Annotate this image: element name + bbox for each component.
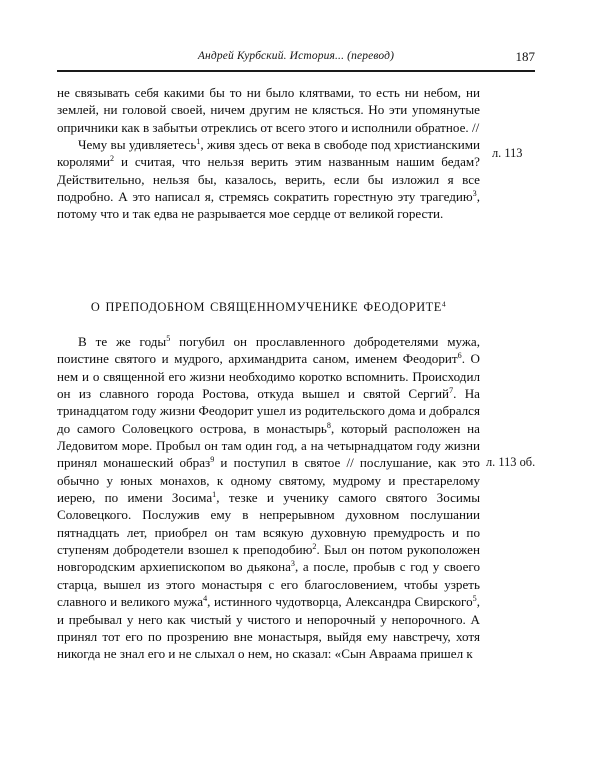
paragraph-3-segment-7: , тезке и ученику самого святого Зосимы Соловецкого. Послужив ему в непрерывном духовном послушании пятнадцать лет, приобрел он там всякую духовную премудрость и по ступеням добродетели взошел к преподобию — [57, 490, 480, 558]
paragraph-3-segment-5: , который расположен на Ледовитом море. Пробыл он там один год, а на четырнадцатом году жизни принял монашеский образ — [57, 420, 480, 471]
footnote-ref-11[interactable]: 2 — [312, 542, 317, 552]
paragraph-3-segment-8: . Был он потом рукоположен новгородским архиепископом во дьякона — [57, 542, 480, 575]
marginal-folio-note-1: л. 113 — [492, 146, 523, 160]
footnote-ref-14[interactable]: 5 — [472, 594, 477, 604]
header-divider-rule — [57, 70, 535, 72]
body-text-lower — [57, 333, 480, 663]
paragraph-2-segment-1: Чему вы удивляетесь — [78, 137, 197, 153]
footnote-ref-12[interactable]: 3 — [290, 559, 295, 569]
footnote-ref-10[interactable]: 1 — [212, 490, 217, 500]
footnote-ref-13[interactable]: 4 — [203, 594, 208, 604]
footnote-ref-6[interactable]: 6 — [457, 351, 462, 361]
footnote-ref-5[interactable]: 5 — [166, 333, 171, 343]
paragraph-3-segment-6: и поступил в святое // послушание, как это обычно у юных монахов, к одному святому, мудрому и престарелому иерею, по имени Зосима — [57, 455, 480, 506]
paragraph-3 — [57, 333, 480, 663]
paragraph-continuation — [57, 84, 480, 136]
paragraph-3-segment-4: . На тринадцатом году жизни Феодорит ушел из родительского дома и добрался до самого Соловецкого острова, в монастырь — [57, 386, 480, 436]
page-number: 187 — [515, 49, 535, 64]
marginal-folio-note-2: л. 113 об. — [486, 455, 536, 469]
footnote-ref-4[interactable]: 4 — [441, 299, 447, 309]
paragraph-3-segment-10: , истинного чудотворца, Александра Свирского — [207, 594, 473, 610]
paragraph-3-segment-3: . О нем и о священной его жизни необходимо коротко вспомнить. Происходил он из славного города Ростова, откуда вышел и святой Сергий — [57, 351, 480, 402]
section-heading — [57, 300, 480, 315]
footnote-ref-7[interactable]: 7 — [449, 386, 454, 395]
body-text-upper — [57, 84, 480, 223]
paragraph-3-segment-9: , а после, пробыв с год у своего старца, вышел из этого монастыря с его благословением, чтобы узреть славного и великого мужа — [57, 559, 480, 610]
paragraph-2-segment-3: и считая, что нельзя верить этим названным нашим бедам? Действительно, нельзя бы, казалось, верить, если бы изложил я все подробно. А это написал я, стремясь сократить горестную эту трагедию — [57, 154, 480, 205]
footnote-ref-9[interactable]: 9 — [210, 455, 215, 465]
paragraph-3-segment-1: В те же годы — [78, 334, 167, 349]
footnote-ref-3[interactable]: 3 — [472, 189, 477, 199]
section-heading-text: О ПРЕПОДОБНОМ СВЯЩЕННОМУЧЕНИКЕ ФЕОДОРИТЕ — [90, 300, 442, 314]
footnote-ref-8[interactable]: 8 — [326, 420, 331, 430]
paragraph-3-segment-11: , и пребывал у него как чистый у чистого и непорочный у непорочного. А принял тот его по прозрению вне монастыря, выйдя ему навстречу, хотя никогда не знал его и не слыхал о нем, но сказал: «Сын Авраама пришел к — [57, 594, 480, 662]
footnote-ref-1[interactable]: 1 — [196, 137, 201, 146]
paragraph-1-text: не связывать себя какими бы то ни было клятвами, то есть ни небом, ни землей, ни головой своей, ничем другим не клясться. Но эти упомянутые опричники как в забытьи отреклись от всего этого и исполнили обратное. // — [57, 85, 480, 135]
paragraph-2-segment-2: , живя здесь от века в свободе под христианскими королями — [57, 137, 480, 170]
paragraph-2 — [57, 136, 480, 223]
paragraph-2-segment-4: , потому что и так едва не разрывается мое сердце от великой горести. — [57, 189, 480, 222]
running-header-title: Андрей Курбский. История... (перевод) — [197, 50, 395, 62]
paragraph-3-segment-2: погубил он прославленного добродетелями мужа, поистине святого и мудрого, архимандрита саном, именем Феодорит — [57, 334, 480, 367]
footnote-ref-2[interactable]: 2 — [110, 154, 115, 164]
running-header — [57, 50, 535, 68]
